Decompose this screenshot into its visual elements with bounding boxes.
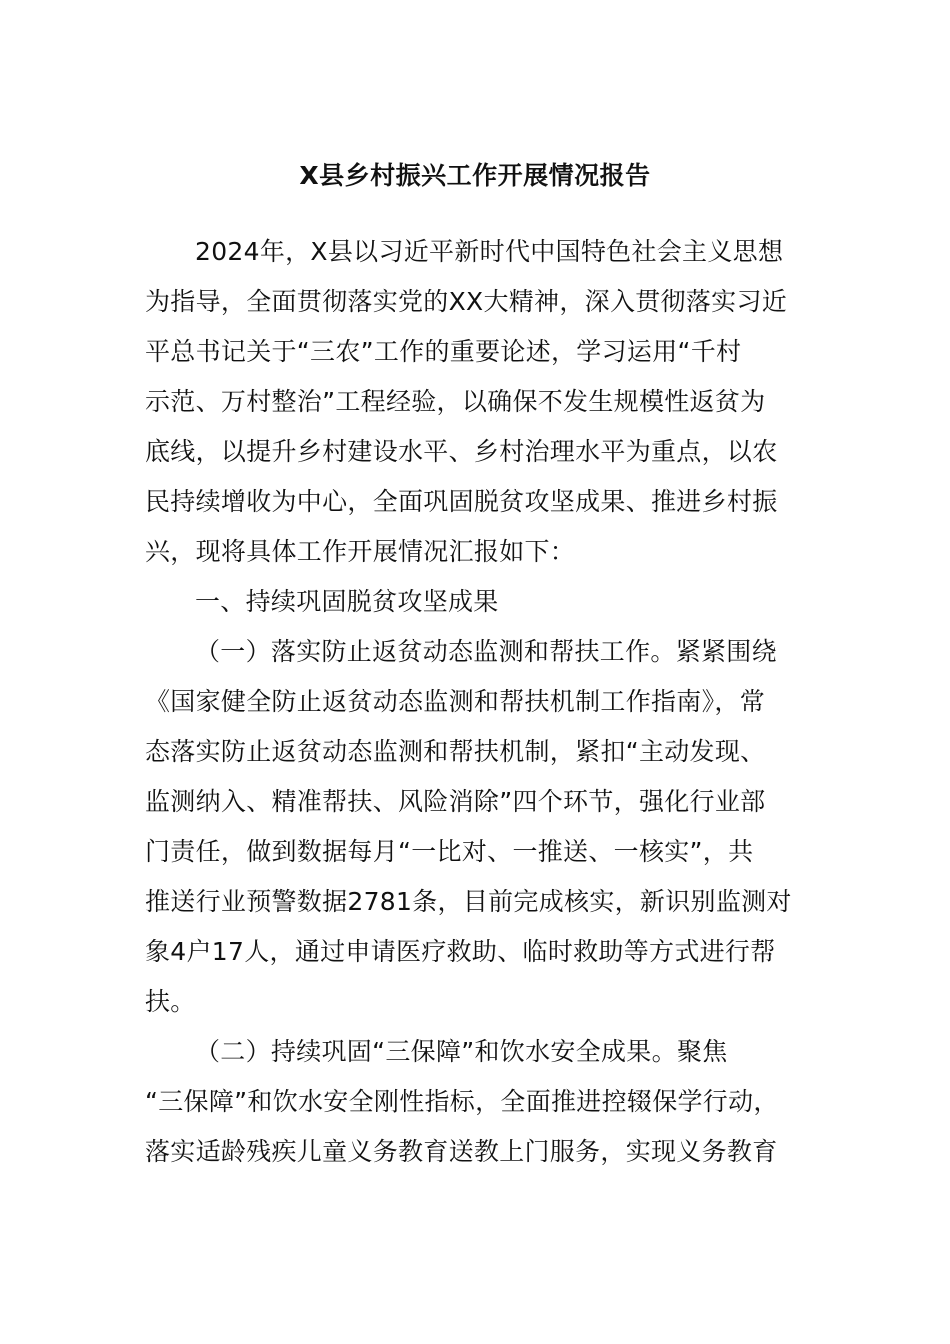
- document-title: X县乡村振兴工作开展情况报告: [299, 161, 651, 190]
- section-heading: 一、持续巩固脱贫攻坚成果: [195, 587, 499, 616]
- paragraph-line: 底线，以提升乡村建设水平、乡村治理水平为重点，以农: [145, 437, 778, 466]
- paragraph-line: 象4户17人，通过申请医疗救助、临时救助等方式进行帮: [145, 937, 776, 966]
- paragraph-line: 平总书记关于“三农”工作的重要论述，学习运用“千村: [145, 337, 742, 366]
- paragraph-line: “三保障”和饮水安全刚性指标，全面推进控辍保学行动，: [145, 1087, 779, 1116]
- paragraph-line: 推送行业预警数据2781条，目前完成核实，新识别监测对: [145, 887, 792, 916]
- paragraph-line: （二）持续巩固“三保障”和饮水安全成果。聚焦: [195, 1037, 728, 1066]
- paragraph-line: 扶。: [145, 987, 196, 1016]
- paragraph-line: 落实适龄残疾儿童义务教育送教上门服务，实现义务教育: [145, 1137, 778, 1166]
- paragraph-line: 监测纳入、精准帮扶、风险消除”四个环节，强化行业部: [145, 787, 766, 816]
- paragraph-line: 民持续增收为中心，全面巩固脱贫攻坚成果、推进乡村振: [145, 487, 778, 516]
- paragraph-line: 示范、万村整治”工程经验，以确保不发生规模性返贫为: [145, 387, 766, 416]
- paragraph-line: 《国家健全防止返贫动态监测和帮扶机制工作指南》，常: [145, 687, 766, 716]
- paragraph-line: 兴，现将具体工作开展情况汇报如下：: [145, 537, 576, 566]
- paragraph-line: 态落实防止返贫动态监测和帮扶机制，紧扣“主动发现、: [145, 737, 766, 766]
- paragraph-line: 2024年，X县以习近平新时代中国特色社会主义思想: [195, 237, 784, 266]
- paragraph-line: （一）落实防止返贫动态监测和帮扶工作。紧紧围绕: [195, 637, 777, 666]
- paragraph-line: 门责任，做到数据每月“一比对、一推送、一核实”，共: [145, 837, 754, 866]
- paragraph-line: 为指导，全面贯彻落实党的XX大精神，深入贯彻落实习近: [145, 287, 788, 316]
